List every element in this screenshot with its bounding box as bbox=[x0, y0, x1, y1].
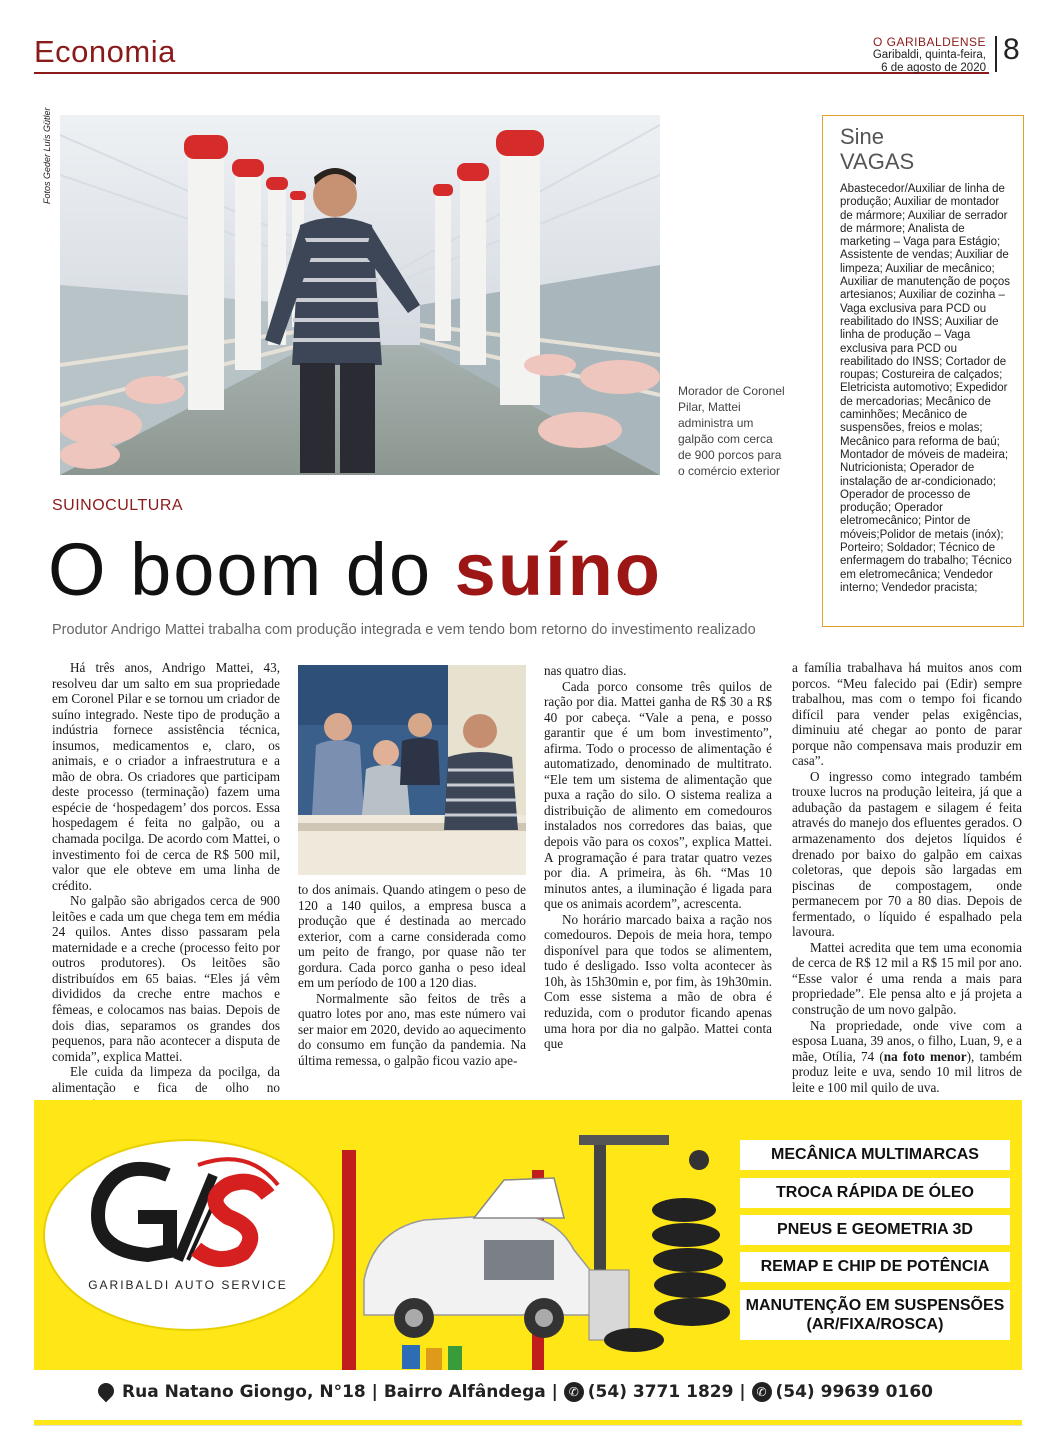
paragraph: Ele cuida da limpeza da pocilga, da alimentação e fica de olho no bbox=[52, 1064, 280, 1095]
page-number-separator bbox=[995, 36, 997, 72]
phone-2[interactable]: (54) 99639 0160 bbox=[775, 1382, 933, 1402]
section-rule bbox=[34, 72, 989, 74]
paragraph: to dos animais. Quando atingem o peso de 120 a 140 quilos, a empresa busca a produção que é destinada ao mercado exterior, com a carne considerada como um peito de frango, por quase não ter gordura. Cada porco ganha o peso ideal em um período de 100 a 120 dias. bbox=[298, 882, 526, 991]
service-item: PNEUS E GEOMETRIA 3D bbox=[740, 1215, 1010, 1245]
location-pin-icon bbox=[95, 1380, 118, 1403]
address-line bbox=[98, 1382, 933, 1402]
paragraph: No galpão são abrigados cerca de 900 leitões e cada um que chega tem em média 24 quilos. Antes disso passaram pela maternidade e a creche (processo feito por outros produtores). Os leitões são distribuídos em 65 baias. “Eles já vêm divididos da creche entre machos e fêmeas, e colocamos nas baias. Depois de dois dias, separamos os grandes dos pequenos, para não acontecer a disputa de comida”, explica Mattei. bbox=[52, 893, 280, 1064]
paragraph: Mattei acredita que tem uma economia de cerca de R$ 12 mil a R$ 15 mil por ano. “Esse valor é uma renda a mais para propriedade”. Ele pensa alto e já projeta a construção de um novo galpão. bbox=[792, 939, 1022, 1018]
article-kicker: SUINOCULTURA bbox=[52, 497, 184, 514]
paragraph bbox=[792, 1018, 1022, 1096]
sine-title bbox=[840, 124, 914, 174]
article-column-2 bbox=[298, 882, 526, 1069]
paper-date: 6 de agosto de 2020 bbox=[881, 62, 986, 74]
phone-1[interactable]: (54) 3771 1829 bbox=[587, 1382, 734, 1402]
service-item: TROCA RÁPIDA DE ÓLEO bbox=[740, 1178, 1010, 1208]
photo-credit-text: Fotos Geder Luís Gütler bbox=[42, 107, 52, 204]
sine-title-line2: VAGAS bbox=[840, 149, 915, 174]
service-item: REMAP E CHIP DE POTÊNCIA bbox=[740, 1252, 1010, 1282]
paragraph: nas quatro dias. bbox=[544, 663, 627, 678]
separator: | bbox=[733, 1382, 752, 1402]
paragraph: a família trabalhava há muitos anos com porcos. “Meu falecido pai (Edir) sempre trabalhou, mas com o tempo foi ficando difícil para vender pelas exigências, diminuiu até chegar ao ponto de parar porque não compensava mais produzir em casa”. bbox=[792, 660, 1022, 769]
main-photo-pig-barn bbox=[60, 115, 660, 475]
headline-part2: suíno bbox=[454, 528, 662, 611]
paragraph: Cada porco consome três quilos de ração por dia. Mattei ganha de R$ 30 a R$ 40 por cabeça. “Vale a pena, e posso garantir que é um bom investimento”, afirma. Todo o processo de alimentação é automatizado, denominado de multitrato. “Ele tem um sistema de alimentação que puxa a ração do silo. O sistema realiza a distribuição de alimento em comedouros instalados nos corredores das baias, que depois vão para os coxos”, explica Mattei. A programação é para tratar quatro vezes por dia. A primeira, às 6h. “Mas 10 minutos antes, a iluminação é ligada para que os animais acordem”, acrescenta. bbox=[544, 678, 772, 912]
article-subheadline: Produtor Andrigo Mattei trabalha com produção integrada e vem tendo bom retorno do investimento realizado bbox=[52, 622, 756, 638]
family-photo bbox=[298, 665, 526, 875]
paragraph: Há três anos, Andrigo Mattei, 43, resolveu dar um salto em sua propriedade em Coronel Pilar e se tornou um criador de suíno integrado. Neste tipo de produção a indústria fornece assistência técnica, insumos, medicamentos e, claro, os animais, e o criador a infraestrutura e a mão de obra. Os criadores que participam deste processo (terminação) fazem uma espécie de ‘hospedagem’ dos porcos. Essa hospedagem é feita no galpão, ou a chamada pocilga. De acordo com Mattei, o investimento foi de cerca de R$ 500 mil, valor que ele obteve em uma linha de crédito. bbox=[52, 660, 280, 893]
article-column-1 bbox=[52, 660, 280, 1111]
article-headline bbox=[48, 528, 662, 612]
paper-info bbox=[873, 36, 986, 75]
paragraph: O ingresso como integrado também trouxe lucros na produção leiteira, já que a adubação da pastagem e silagem é feita através do manejo dos efluentes gerados. O armazenamento dos dejetos líquidos é drenado por baixo do galpão em caixas coletoras, que depois são largadas em piscinas de compostagem, onde permanecem por 70 a 80 dias. Depois de fermentado, o líquido é espalhado pela lavoura. bbox=[792, 768, 1022, 940]
article-column-4 bbox=[792, 660, 1022, 1095]
paragraph-text: ), também produz leite e uva, sendo 10 mil litros de leite e 100 mil quilo de uva. bbox=[792, 1048, 1022, 1095]
sine-title-line1: Sine bbox=[840, 124, 885, 149]
separator: | bbox=[365, 1382, 384, 1402]
sine-vagas-list: Abastecedor/Auxiliar de linha de produção; Auxiliar de montador de mármore; Auxiliar de serrador de mármore; Analista de marketing – Vaga para Estágio; Assistente de vendas; Auxiliar de limpeza; Auxiliar de mecânico; Auxiliar de manutenção de poços artesianos; Auxiliar de cozinha – Vaga exclusiva para PCD ou reabilitado do INSS; Auxiliar de linha de produção – Vaga exclusiva para PCD ou reabilitado do INSS; Cortador de roupas; Costureira de calçados; Eletricista automotivo; Expedidor de mercadorias; Mecânico de caminhões; Mecânico de suspensões, freios e molas; Mecânico para reforma de baú; Montador de móveis de madeira; Nutricionista; Operador de instalação de ar-condicionado; Operador de processo de produção; Operador eletromecânico; Pintor de móveis;Polidor de metais (inóx); Porteiro; Soldador; Técnico de enfermagem do trabalho; Técnico em eletromecânica; Vendedor interno; Vendedor pracista; bbox=[840, 183, 1012, 594]
brand-name: GARIBALDI AUTO SERVICE bbox=[88, 1278, 288, 1292]
gas-logo bbox=[78, 1155, 288, 1275]
paragraph-text: Na propriedade, onde vive com a esposa Luana, 39 anos, o filho, Luan, 9, e a mãe, Otília, 74 ( bbox=[792, 1017, 1022, 1064]
bottom-rule bbox=[34, 1425, 1022, 1426]
main-photo-caption: Morador de Coronel Pilar, Mattei administra um galpão com cerca de 900 porcos para o comércio exterior bbox=[678, 384, 785, 478]
service-line: MANUTENÇÃO EM SUSPENSÕES bbox=[745, 1297, 1005, 1314]
page-number: 8 bbox=[1003, 33, 1020, 66]
paragraph: No horário marcado baixa a ração nos comedouros. Depois de meia hora, tempo disponível para que todos se alimentem, tudo é desligado. Isso volta acontecer às 10h, às 15h30min e, por fim, às 19h30min. Com esse sistema a mão de obra é reduzida, com o produtor ficando apenas uma hora por dia no galpão. Mattei conta que bbox=[544, 911, 772, 1052]
article-column-3 bbox=[544, 663, 772, 1052]
whatsapp-icon: ✆ bbox=[752, 1382, 772, 1402]
whatsapp-icon: ✆ bbox=[564, 1382, 584, 1402]
service-item: MECÂNICA MULTIMARCAS bbox=[740, 1140, 1010, 1170]
advertisement-garibaldi-auto-service[interactable] bbox=[34, 1100, 1022, 1425]
address-text: Rua Natano Giongo, N°18 bbox=[122, 1382, 366, 1402]
paper-location-date: Garibaldi, quinta-feira, bbox=[872, 49, 986, 61]
headline-part1: O boom do bbox=[48, 528, 455, 611]
paragraph: Normalmente são feitos de três a quatro lotes por ano, mas este número vai ser maior em 2020, devido ao aquecimento do consumo em função da pandemia. Na última remessa, o galpão ficou vazio ape- bbox=[298, 990, 526, 1069]
service-line: (AR/FIXA/ROSCA) bbox=[806, 1316, 944, 1333]
photo-credit bbox=[42, 107, 56, 204]
section-title: Economia bbox=[34, 34, 176, 69]
paragraph-bold: na foto menor bbox=[883, 1048, 967, 1064]
service-item bbox=[740, 1290, 1010, 1340]
separator: | bbox=[545, 1382, 564, 1402]
district-text: Bairro Alfândega bbox=[383, 1382, 546, 1402]
paper-name: O GARIBALDENSE bbox=[872, 35, 986, 49]
